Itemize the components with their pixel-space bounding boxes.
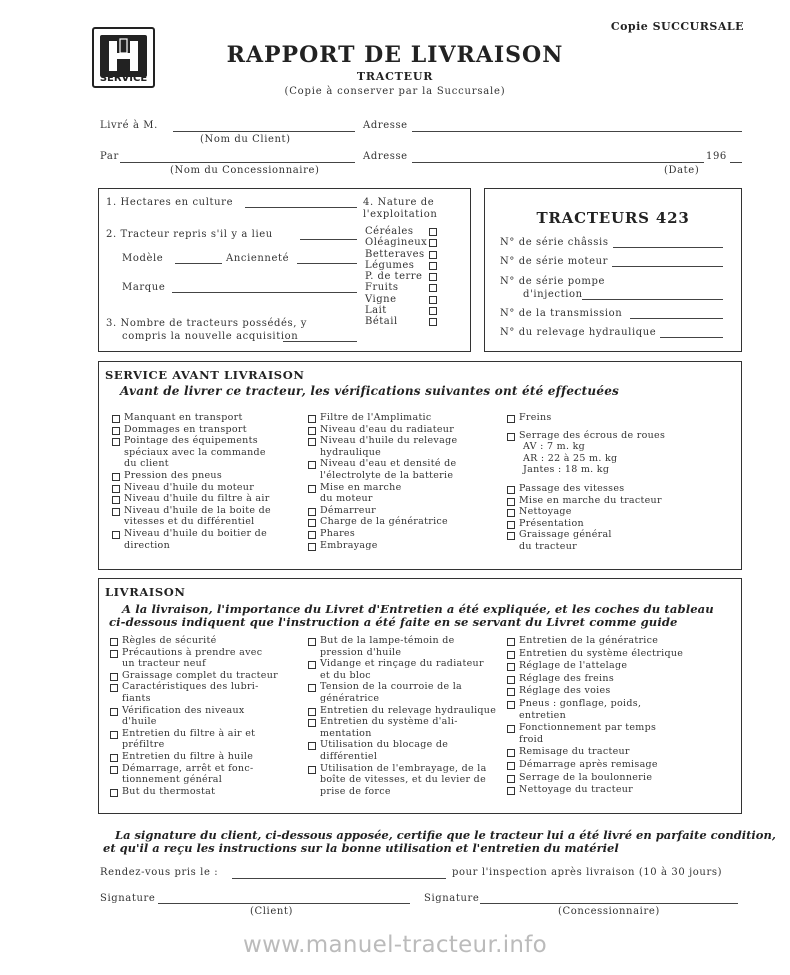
copy-note: (Copie à conserver par la Succursale) [284, 86, 506, 97]
checkbox[interactable] [110, 731, 118, 739]
checkbox[interactable] [308, 415, 316, 423]
checklist-item-text: Utilisation de l'embrayage, de la [320, 762, 487, 774]
checklist-item-text: Graissage complet du tracteur [122, 669, 278, 681]
checkbox[interactable] [112, 438, 120, 446]
relevage-label: N° du relevage hydraulique [500, 327, 657, 338]
nature-item [365, 249, 455, 260]
checklist-item-text: Remisage du tracteur [519, 746, 630, 758]
checklist-item-text: Jantes : 18 m. kg [523, 464, 610, 476]
checklist-item-text: AV : 7 m. kg [523, 441, 586, 453]
checklist-item-text: Mise en marche du tracteur [519, 494, 662, 506]
nombre-field[interactable] [283, 341, 357, 342]
checkbox[interactable] [429, 228, 437, 236]
checklist-item-text: Niveau d'huile du relevage [320, 435, 458, 447]
checkbox[interactable] [507, 762, 515, 770]
copy-label: Copie SUCCURSALE [610, 20, 744, 33]
livraison-col-1 [110, 635, 302, 797]
adresse2-label: Adresse [363, 151, 408, 162]
checklist-item [507, 673, 722, 685]
checklist-item-text: Réglage de l'attelage [519, 660, 628, 672]
tracteurs-title: TRACTEURS 423 [536, 209, 690, 227]
page-title: RAPPORT DE LIVRAISON [226, 42, 564, 68]
hectares-label: 1. Hectares en culture [106, 197, 234, 208]
checklist-item [308, 505, 500, 517]
checkbox[interactable] [429, 262, 437, 270]
checkbox[interactable] [507, 486, 515, 494]
checklist-item-text: Entretien du filtre à air et [122, 727, 256, 739]
dealer-name-field[interactable] [120, 162, 355, 163]
client-name-field[interactable] [173, 131, 355, 132]
checklist-item [112, 493, 304, 505]
checklist-item [507, 746, 722, 758]
checkbox[interactable] [507, 701, 515, 709]
repris-label: 2. Tracteur repris s'il y a lieu [106, 229, 273, 240]
checklist-item-text: Démarrage, arrêt et fonc- [122, 762, 254, 774]
checklist-item [507, 506, 707, 518]
year-prefix: 196 [706, 151, 727, 162]
transmission-label: N° de la transmission [500, 308, 623, 319]
checklist-item [308, 635, 500, 658]
checklist-item-text: préfiltre [122, 739, 165, 751]
year-field[interactable] [730, 162, 742, 163]
checkbox[interactable] [308, 766, 316, 774]
checkbox[interactable] [112, 485, 120, 493]
checklist-item [308, 716, 500, 739]
checkbox[interactable] [308, 427, 316, 435]
checklist-item [110, 751, 302, 763]
checklist-item [110, 705, 302, 728]
checklist-item [507, 759, 722, 771]
checklist-item-text: Entretien de la génératrice [519, 635, 659, 646]
client-name-note: (Nom du Client) [200, 134, 291, 145]
checklist-item [507, 685, 722, 697]
checkbox[interactable] [112, 427, 120, 435]
checkbox[interactable] [429, 318, 437, 326]
livraison-col-2 [308, 635, 500, 797]
nature-item-label: Vigne [365, 293, 397, 305]
adresse-label: Adresse [363, 120, 408, 131]
checklist-item [110, 635, 302, 647]
rdv-date-field[interactable] [232, 878, 446, 879]
statement-2: et qu'il a reçu les instructions sur la bonne utilisation et l'entretien du matériel [103, 841, 619, 855]
checkbox[interactable] [429, 239, 437, 247]
signature-client-note: (Client) [250, 906, 294, 917]
checklist-item [112, 435, 304, 470]
checkbox[interactable] [308, 719, 316, 727]
checklist-item [308, 705, 500, 717]
checkbox[interactable] [507, 638, 515, 646]
checklist-item-text: Embrayage [320, 539, 378, 551]
checklist-item-text: Nettoyage du tracteur [519, 784, 634, 796]
hectares-field[interactable] [245, 207, 357, 208]
checklist-item-text: hydraulique [320, 446, 382, 458]
checkbox[interactable] [429, 273, 437, 281]
client-address-field[interactable] [412, 131, 742, 132]
checkbox[interactable] [308, 684, 316, 692]
checklist-item-text: Niveau d'eau et densité de [320, 458, 457, 470]
checkbox[interactable] [308, 708, 316, 716]
checklist-item-text: vitesses et du différentiel [124, 516, 255, 528]
checklist-item [507, 660, 722, 672]
signature-dealer-label: Signature [424, 893, 480, 904]
checklist-item [507, 518, 707, 530]
checklist-item [507, 635, 722, 647]
signature-client-label: Signature [100, 893, 156, 904]
checkbox[interactable] [429, 307, 437, 315]
checklist-item [308, 658, 500, 681]
checklist-item [110, 670, 302, 682]
repris-field[interactable] [300, 239, 357, 240]
marque-field[interactable] [172, 292, 357, 293]
chassis-field[interactable] [613, 247, 723, 248]
checklist-item [308, 458, 500, 481]
checklist-item [110, 786, 302, 798]
nombre-label-1: 3. Nombre de tracteurs possédés, y [106, 318, 308, 329]
checkbox[interactable] [308, 508, 316, 516]
checklist-item [507, 495, 707, 507]
checklist-item-text: Freins [519, 412, 552, 423]
nature-item-label: Oléagineux [365, 237, 428, 249]
checklist-item-text: et du bloc [320, 669, 371, 681]
checkbox[interactable] [110, 673, 118, 681]
nature-item [365, 226, 455, 237]
nature-item-label: P. de terre [365, 271, 423, 283]
service-col-3-top [507, 412, 707, 476]
nature-item-label: Lait [365, 305, 387, 317]
signature-dealer-note: (Concessionnaire) [558, 906, 660, 917]
livraison-title: LIVRAISON [105, 585, 186, 599]
checklist-item [507, 722, 722, 745]
checklist-item [110, 728, 302, 751]
checklist-item-text: Entretien du système d'ali- [320, 716, 458, 728]
checklist-item [110, 763, 302, 786]
checklist-item [308, 739, 500, 762]
checkbox[interactable] [110, 638, 118, 646]
checklist-item [112, 470, 304, 482]
modele-label: Modèle [122, 253, 164, 264]
checklist-item-text: Vidange et rinçage du radiateur [320, 658, 484, 670]
dealer-address-field[interactable] [412, 162, 704, 163]
nature-item [365, 294, 455, 305]
checklist-item-text: Démarreur [320, 504, 376, 516]
checkbox[interactable] [507, 509, 515, 517]
checklist-item-text: Caractéristiques des lubri- [122, 681, 259, 693]
checklist-item-text: un tracteur neuf [122, 658, 206, 670]
service-title: SERVICE AVANT LIVRAISON [105, 368, 305, 382]
checklist-item [112, 528, 304, 551]
checklist-item-text: Pointage des équipements [124, 435, 258, 447]
checkbox[interactable] [110, 684, 118, 692]
checklist-item [110, 647, 302, 670]
checkbox[interactable] [308, 485, 316, 493]
checkbox[interactable] [112, 531, 120, 539]
checklist-item [507, 648, 722, 660]
service-col-1 [112, 412, 304, 551]
checklist-item-text: fiants [122, 692, 151, 704]
checklist-item-text: Pression des pneus [124, 469, 223, 481]
checklist-item [112, 424, 304, 436]
checklist-item-text: Charge de la génératrice [320, 516, 448, 528]
anciennete-label: Ancienneté [226, 253, 290, 264]
checklist-item-text: Niveau d'huile du moteur [124, 481, 255, 493]
checkbox[interactable] [507, 688, 515, 696]
checkbox[interactable] [507, 663, 515, 671]
checkbox[interactable] [112, 508, 120, 516]
nature-item [365, 260, 455, 271]
checklist-item-text: Manquant en transport [124, 412, 243, 423]
checklist-item-text: Entretien du système électrique [519, 647, 684, 659]
checklist-item [507, 430, 707, 476]
checkbox[interactable] [308, 543, 316, 551]
nature-item-label: Fruits [365, 282, 399, 294]
checklist-item [308, 412, 500, 424]
checklist-item-text: Entretien du filtre à huile [122, 750, 254, 762]
checklist-item-text: Niveau d'eau du radiateur [320, 423, 455, 435]
checkbox[interactable] [507, 775, 515, 783]
checklist-item-text: Nettoyage [519, 506, 572, 518]
checklist-item-text: Règles de sécurité [122, 635, 217, 646]
nature-item [365, 282, 455, 293]
transmission-field[interactable] [630, 318, 723, 319]
livraison-intro-2: ci-dessous indiquent que l'instruction a été faite en se servant du Livret comme guide [109, 615, 678, 629]
checkbox[interactable] [507, 498, 515, 506]
checklist-item-text: différentiel [320, 750, 378, 762]
checklist-item-text: Entretien du relevage hydraulique [320, 704, 497, 716]
checklist-item [507, 698, 722, 721]
par-label: Par [100, 151, 119, 162]
checkbox[interactable] [110, 754, 118, 762]
checkbox[interactable] [507, 415, 515, 423]
checkbox[interactable] [112, 415, 120, 423]
service-col-2 [308, 412, 500, 551]
checklist-item-text: Niveau d'huile du filtre à air [124, 493, 270, 505]
nature-item-label: Betteraves [365, 248, 425, 260]
checklist-item-text: Réglage des voies [519, 685, 611, 697]
pompe-field[interactable] [582, 299, 723, 300]
checkbox[interactable] [110, 650, 118, 658]
checklist-item [112, 412, 304, 424]
checklist-item [308, 681, 500, 704]
logo-text: SERVICE [99, 73, 148, 84]
checkbox[interactable] [507, 521, 515, 529]
checklist-item-text: l'électrolyte de la batterie [320, 469, 454, 481]
service-subtitle: Avant de livrer ce tracteur, les vérifications suivantes ont été effectuées [120, 384, 619, 398]
checklist-item-text: But du thermostat [122, 785, 216, 797]
nature-item-label: Céréales [365, 226, 414, 237]
checklist-item [507, 529, 707, 552]
checklist-item [308, 516, 500, 528]
modele-field[interactable] [175, 263, 222, 264]
checkbox[interactable] [429, 251, 437, 259]
checkbox[interactable] [110, 789, 118, 797]
checklist-item [112, 482, 304, 494]
checklist-item [110, 681, 302, 704]
signature-client-field[interactable] [158, 903, 410, 904]
checklist-item-text: du moteur [320, 493, 373, 505]
checklist-item-text: Pneus : gonflage, poids, [519, 697, 642, 709]
checklist-item-text: Présentation [519, 517, 584, 529]
checkbox[interactable] [308, 638, 316, 646]
checkbox[interactable] [112, 473, 120, 481]
checklist-item-text: Démarrage après remisage [519, 758, 658, 770]
checklist-item-text: du client [124, 458, 169, 470]
checklist-item-text: mentation [320, 727, 372, 739]
checkbox[interactable] [507, 725, 515, 733]
checkbox[interactable] [308, 461, 316, 469]
checklist-item-text: Filtre de l'Amplimatic [320, 412, 432, 423]
checklist-item [507, 483, 707, 495]
checklist-item [308, 424, 500, 436]
checklist-item-text: But de la lampe-témoin de [320, 635, 455, 646]
checkbox[interactable] [429, 296, 437, 304]
nombre-label-2: compris la nouvelle acquisition [122, 331, 299, 342]
livraison-intro-1: A la livraison, l'importance du Livret d'Entretien a été expliquée, et les coches du tableau [122, 602, 714, 616]
checklist-item-text: Dommages en transport [124, 423, 247, 435]
moteur-field[interactable] [612, 266, 723, 267]
rdv-label: Rendez-vous pris le : [100, 867, 219, 878]
checklist-item [507, 784, 722, 796]
checklist-item-text: tionnement général [122, 774, 223, 786]
checklist-item-text: entretien [519, 709, 567, 721]
checklist-item-text: Tension de la courroie de la [320, 681, 463, 693]
checklist-item-text: AR : 22 à 25 m. kg [523, 452, 618, 464]
checklist-item-text: du tracteur [519, 540, 577, 552]
checklist-item-text: Niveau d'huile de la boite de [124, 504, 271, 516]
checkbox[interactable] [110, 766, 118, 774]
chassis-label: N° de série châssis [500, 237, 609, 248]
checklist-item-text: Mise en marche [320, 481, 402, 493]
moteur-label: N° de série moteur [500, 256, 609, 267]
checklist-item [308, 540, 500, 552]
checklist-item [308, 528, 500, 540]
checkbox[interactable] [308, 661, 316, 669]
checklist-item [308, 482, 500, 505]
checkbox[interactable] [507, 787, 515, 795]
checklist-item-text: direction [124, 539, 170, 551]
signature-dealer-field[interactable] [480, 903, 738, 904]
checklist-item [507, 772, 722, 784]
checklist-item-text: Précautions à prendre avec [122, 646, 263, 658]
nature-item [365, 271, 455, 282]
checklist-item-text: Graissage général [519, 529, 612, 541]
checkbox[interactable] [507, 532, 515, 540]
statement-1: La signature du client, ci-dessous apposée, certifie que le tracteur lui a été livré en parfaite condition, [115, 828, 776, 842]
livraison-col-3 [507, 635, 722, 796]
relevage-field[interactable] [660, 337, 723, 338]
nature-label-2: l'exploitation [363, 209, 438, 220]
checklist-item-text: Niveau d'huile du boitier de [124, 527, 267, 539]
watermark: www.manuel-tracteur.info [242, 932, 548, 958]
checklist-item [112, 505, 304, 528]
checkbox[interactable] [308, 519, 316, 527]
nature-item-label: Bétail [365, 316, 398, 328]
page-subtitle: TRACTEUR [356, 70, 434, 83]
nature-label-1: 4. Nature de [363, 197, 435, 208]
checklist-item-text: spéciaux avec la commande [124, 446, 266, 458]
nature-list [365, 226, 455, 328]
anciennete-field[interactable] [297, 263, 357, 264]
pompe-label-2: d'injection [523, 289, 583, 300]
nature-item [365, 316, 455, 327]
rdv-suffix: pour l'inspection après livraison (10 à 30 jours) [452, 867, 723, 878]
service-col-3-bottom [507, 483, 707, 553]
nature-item-label: Légumes [365, 259, 415, 271]
checklist-item-text: Fonctionnement par temps [519, 722, 657, 734]
checklist-item-text: d'huile [122, 716, 157, 728]
checklist-item-text: Serrage de la boulonnerie [519, 771, 653, 783]
checklist-item-text: pression d'huile [320, 646, 402, 658]
checklist-item-text: génératrice [320, 692, 380, 704]
nature-item [365, 305, 455, 316]
checkbox[interactable] [308, 438, 316, 446]
checklist-item [308, 435, 500, 458]
livre-label: Livré à M. [100, 120, 158, 131]
marque-label: Marque [122, 282, 166, 293]
checklist-item-text: Réglage des freins [519, 672, 614, 684]
checklist-item [507, 412, 707, 424]
checkbox[interactable] [507, 433, 515, 441]
pompe-label-1: N° de série pompe [500, 276, 605, 287]
checkbox[interactable] [507, 651, 515, 659]
checklist-item [308, 763, 500, 798]
checkbox[interactable] [429, 284, 437, 292]
checklist-item-text: Serrage des écrous de roues [519, 429, 666, 441]
checkbox[interactable] [110, 708, 118, 716]
checklist-item-text: froid [519, 733, 544, 745]
dealer-name-note: (Nom du Concessionnaire) [170, 165, 320, 176]
checklist-item-text: Vérification des niveaux [122, 704, 245, 716]
checklist-item-text: Phares [320, 527, 356, 539]
checklist-item-text: prise de force [320, 785, 391, 797]
date-note: (Date) [664, 165, 700, 176]
checkbox[interactable] [507, 676, 515, 684]
checkbox[interactable] [308, 742, 316, 750]
checklist-item-text: boîte de vitesses, et du levier de [320, 774, 486, 786]
checkbox[interactable] [308, 531, 316, 539]
checkbox[interactable] [507, 749, 515, 757]
checklist-item-text: Utilisation du blocage de [320, 739, 449, 751]
checkbox[interactable] [112, 496, 120, 504]
checklist-item-text: Passage des vitesses [519, 483, 625, 494]
nature-item [365, 237, 455, 248]
